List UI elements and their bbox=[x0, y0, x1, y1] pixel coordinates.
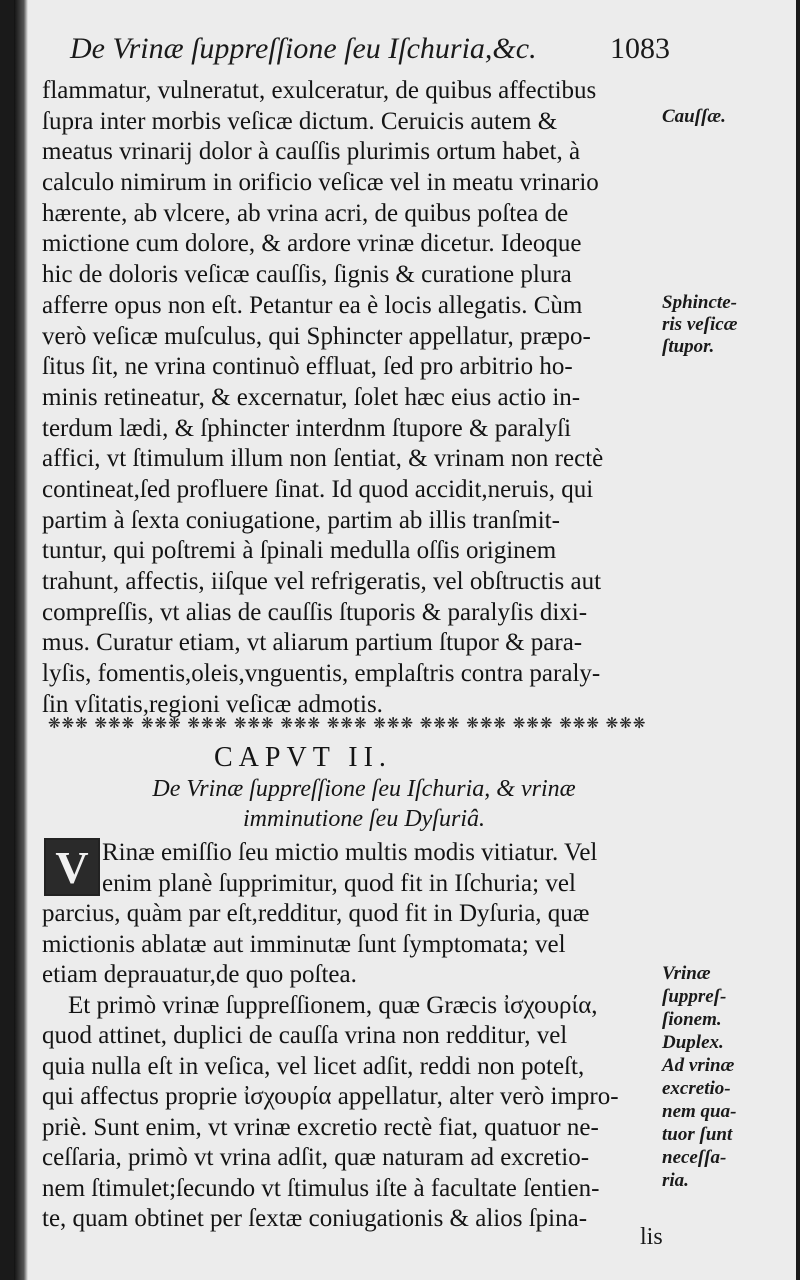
text-line: partim à ſexta coniugatione, partim ab illis tranſmit- bbox=[42, 506, 560, 534]
text-line: quia nulla eſt in veſica, vel licet adſit, reddi non poteſt, bbox=[42, 1052, 585, 1080]
page-number: 1083 bbox=[610, 32, 670, 65]
text-line: ſupra inter morbis veſicæ dictum. Ceruicis autem & bbox=[42, 107, 558, 135]
text-line: terdum lædi, & ſphincter interdnm ſtupore & paralyſi bbox=[42, 414, 572, 442]
text-line: ſitus ſit, ne vrina continuò effluat, ſed pro arbitrio ho- bbox=[42, 353, 573, 381]
text-line: flammatur, vulneratut, exulceratur, de quibus affectibus bbox=[42, 77, 597, 104]
text-line: ceſſaria, primò vt vrina adſit, quæ naturam ad excretio- bbox=[42, 1144, 590, 1171]
margin-note-line: ria. bbox=[662, 1170, 689, 1191]
margin-note-urina bbox=[662, 962, 782, 1192]
book-page bbox=[14, 0, 796, 1280]
text-block-1 bbox=[42, 76, 666, 720]
margin-note-line: ſtupor. bbox=[662, 336, 715, 357]
text-line: tuntur, qui poſtremi à ſpinali medulla oſſis originem bbox=[42, 537, 557, 565]
text-line: hic de doloris veſicæ cauſſis, ſignis & curatione plura bbox=[42, 261, 572, 289]
text-line: minis retineatur, & excernatur, ſolet hæc eius actio in- bbox=[42, 383, 581, 411]
text-line: mictione cum dolore, & ardore vrinæ dicetur. Ideoque bbox=[42, 230, 582, 258]
text-block-2 bbox=[42, 838, 666, 1235]
chapter-subtitle-line-1: De Vrinæ ſuppreſſione ſeu Iſchuria, & vrinæ bbox=[152, 776, 576, 802]
decorative-ornament-border: ❋❋❋ ❋❋❋ ❋❋❋ ❋❋❋ ❋❋❋ ❋❋❋ ❋❋❋ ❋❋❋ ❋❋❋ ❋❋❋ ❋❋❋ ❋❋❋ ❋❋❋ bbox=[48, 714, 647, 732]
text-line: ſin vſitatis,regioni veſicæ admotis. bbox=[42, 690, 383, 718]
margin-note-line: ſionem. bbox=[662, 1009, 722, 1030]
text-line: etiam deprauatur,de quo poſtea. bbox=[42, 961, 357, 988]
text-line: contineat,ſed profluere ſinat. Id quod accidit,neruis, qui bbox=[42, 475, 594, 503]
chapter-subtitle-line-2: imminutione ſeu Dyſuriâ. bbox=[243, 806, 485, 832]
text-line: Et primò vrinæ ſuppreſſionem, quæ Græcis ἰσχουρία, bbox=[68, 991, 598, 1019]
margin-note-line: neceſſa- bbox=[662, 1147, 727, 1168]
text-line: lyſis, fomentis,oleis,vnguentis, emplaſtris contra paraly- bbox=[42, 660, 601, 688]
text-line: compreſſis, vt alias de cauſſis ſtuporis & paralyſis dixi- bbox=[42, 598, 588, 626]
text-line: meatus vrinarij dolor à cauſſis plurimis ortum habet, à bbox=[42, 138, 581, 166]
text-line: te, quam obtinet per ſextæ coniugationis & alios ſpina- bbox=[42, 1205, 588, 1232]
running-header bbox=[70, 32, 670, 72]
text-line: calculo nimirum in orificio veſicæ vel in meatu vrinario bbox=[42, 169, 599, 197]
margin-note-line: Sphincte- bbox=[662, 292, 737, 313]
text-line: affici, vt ſtimulum illum non ſentiat, & vrinam non rectè bbox=[42, 445, 604, 473]
text-line: hærente, ab vlcere, ab vrina acri, de quibus poſtea de bbox=[42, 199, 569, 227]
text-line: verò veſicæ muſculus, qui Sphincter appellatur, præpo- bbox=[42, 322, 591, 350]
text-line: afferre opus non eſt. Petantur ea è locis allegatis. Cùm bbox=[42, 291, 583, 319]
margin-note-line: excretio- bbox=[662, 1078, 731, 1099]
margin-note-line: ris veſicæ bbox=[662, 314, 738, 335]
chapter-heading: CAPVT II. bbox=[214, 742, 392, 773]
catchword: lis bbox=[640, 1224, 663, 1250]
text-line: priè. Sunt enim, vt vrinæ excretio rectè fiat, quatuor ne- bbox=[42, 1113, 599, 1141]
margin-note-line: Vrinæ bbox=[662, 963, 711, 984]
margin-note-line: ſuppreſ- bbox=[662, 986, 727, 1007]
page-gutter-shadow bbox=[14, 0, 28, 1280]
running-title: De Vrinæ ſuppreſſione ſeu Iſchuria,&c. bbox=[70, 32, 537, 65]
margin-note-line: Ad vrinæ bbox=[662, 1055, 735, 1076]
text-line: mictionis ablatæ aut imminutæ ſunt ſymptomata; vel bbox=[42, 930, 566, 958]
text-line: parcius, quàm par eſt,redditur, quod fit in Dyſuria, quæ bbox=[42, 900, 590, 927]
text-line: trahunt, affectis, iiſque vel refrigeratis, vel obſtructis aut bbox=[42, 568, 602, 595]
margin-note-sphincter bbox=[662, 292, 782, 358]
margin-note-causae: Cauſſæ. bbox=[662, 106, 726, 127]
text-line: mus. Curatur etiam, vt aliarum partium ſtupor & para- bbox=[42, 629, 583, 657]
text-line: quod attinet, duplici de cauſſa vrina non redditur, vel bbox=[42, 1022, 568, 1049]
text-line: Rinæ emiſſio ſeu mictio multis modis vitiatur. Vel bbox=[102, 839, 598, 866]
decorated-initial-letter: V bbox=[55, 841, 89, 893]
text-line: nem ſtimulet;ſecundo vt ſtimulus iſte à facultate ſentien- bbox=[42, 1174, 600, 1202]
text-line: qui affectus proprie ἰσχουρία appellatur, alter verò impro- bbox=[42, 1083, 619, 1110]
margin-note-line: tuor ſunt bbox=[662, 1124, 733, 1145]
margin-note-line: nem qua- bbox=[662, 1101, 737, 1122]
margin-note-line: Duplex. bbox=[662, 1032, 724, 1053]
text-line: enim planè ſupprimitur, quod fit in Iſchuria; vel bbox=[102, 869, 576, 897]
